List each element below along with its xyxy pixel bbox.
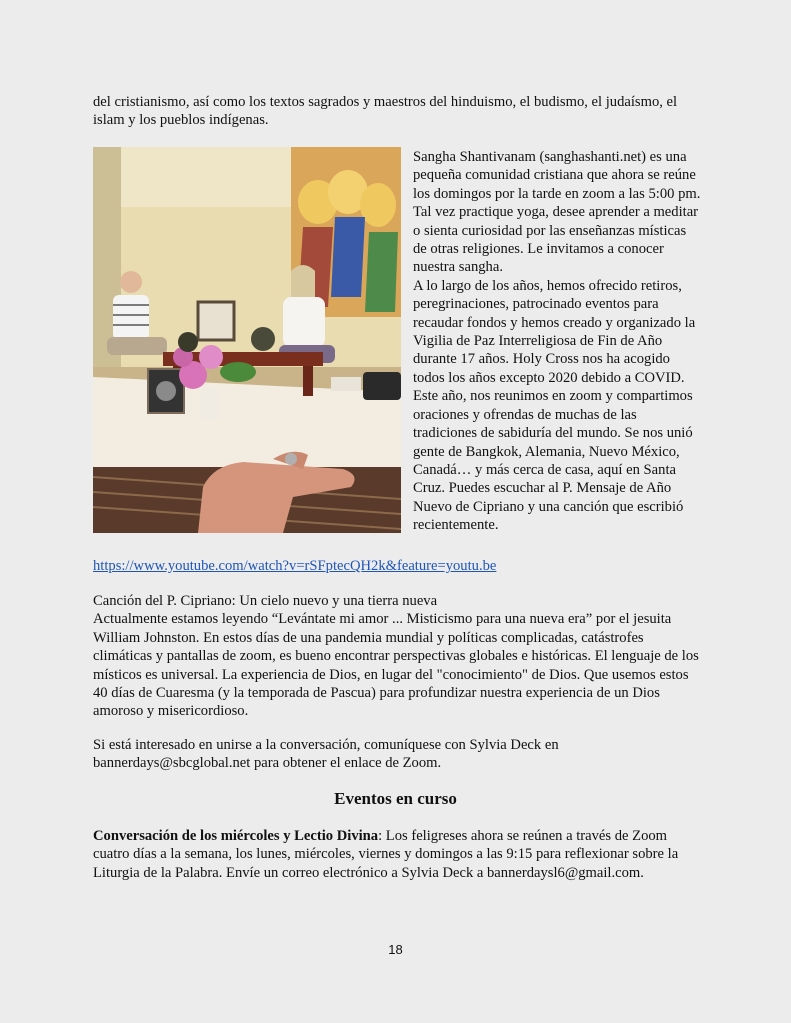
sangha-paragraph-2: A lo largo de los años, hemos ofrecido retiros, peregrinaciones, patrocinado eventos para recaudar fondos y hemos creado y organizado la Vigilia de Paz Interreligiosa de Fin de Año durante 17 años. Holy Cross nos ha acogido todos los años excepto 2020 debido a COVID. Este año, nos reunimos en zoom y compartimos oraciones y ofrendas de muchas de las tradiciones de sabiduría del mundo. Se nos unió gente de Bangkok, Alemania, Nuevo México, Canadá… y más cerca de casa, aquí en Santa Cruz. Puedes escuchar al P. Mensaje de Año Nuevo de Cipriano y una canción que escribió recientemente. (413, 277, 696, 534)
section-heading: Eventos en curso (334, 789, 457, 808)
sangha-meeting-photo (93, 147, 401, 533)
sangha-paragraph-1: Sangha Shantivanam (sanghashanti.net) es una pequeña comunidad cristiana que ahora se reúne los domingos por la tarde en zoom a las 5:00 pm. Tal vez practique yoga, desee aprender a meditar o sienta curiosidad por las enseñanzas místicas de otras religiones. Le invitamos a conocer nuestra sangha. (413, 149, 701, 276)
sangha-description (413, 148, 703, 535)
contact-paragraph: Si está interesado en unirse a la conversación, comuníquese con Sylvia Deck en bannerdays@sbcglobal.net para obtener el enlace de Zoom. (93, 737, 559, 772)
events-body: : Los feligreses ahora se reúnen a través de Zoom cuatro días a la semana, los lunes, miércoles, viernes y domingos a las 9:15 para reflexionar sobre la Liturgia de la Palabra. Envíe un correo electrónico a Sylvia Deck a bannerdaysl6@gmail.com. (93, 828, 679, 881)
song-title: Canción del P. Cipriano: Un cielo nuevo y una tierra nueva (93, 593, 438, 609)
reading-paragraph: Actualmente estamos leyendo “Levántate mi amor ... Misticismo para una nueva era” por el jesuita William Johnston. En estos días de una pandemia mundial y políticas complicadas, catástrofes climáticas y pantallas de zoom, es bueno encontrar perspectivas globales e históricas. El lenguaje de los místicos es universal. La experiencia de Dios, en lugar del "conocimiento" de Dios. Que usemos estos 40 días de Cuaresma (y la temporada de Pascua) para profundizar nuestra experiencia de un Dios amoroso y misericordioso. (93, 611, 699, 720)
events-title: Conversación de los miércoles y Lectio Divina (93, 828, 379, 844)
youtube-link[interactable]: https://www.youtube.com/watch?v=rSFptecQH2k&feature=youtu.be (93, 558, 497, 574)
page-number: 18 (388, 942, 403, 957)
events-paragraph (93, 827, 703, 882)
intro-paragraph: del cristianismo, así como los textos sagrados y maestros del hinduismo, el budismo, el judaísmo, el islam y los pueblos indígenas. (93, 94, 678, 129)
song-and-reading (93, 592, 703, 721)
